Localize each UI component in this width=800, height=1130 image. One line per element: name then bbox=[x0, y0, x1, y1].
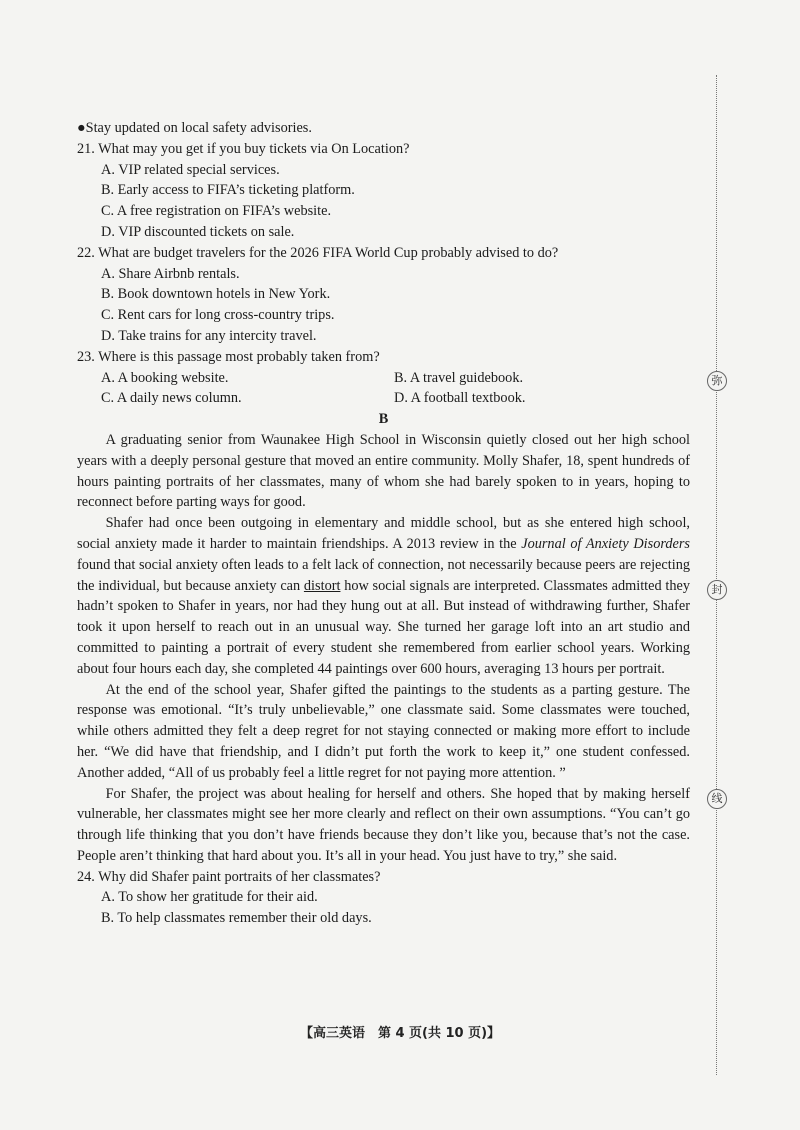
option-d: D. A football textbook. bbox=[394, 390, 526, 407]
question-24 bbox=[77, 867, 690, 929]
section-heading-b: B bbox=[378, 411, 389, 428]
passage-paragraph-1: A graduating senior from Waunakee High School in Wisconsin quietly closed out her high school years with a deeply personal gesture that moved an entire community. Molly Shafer, 18, spent hundreds of hours painting portraits of her classmates, many of whom she had barely spoken to in years, hoping to reconnect before parting ways for good. bbox=[77, 431, 690, 511]
passage-paragraph-2 bbox=[77, 513, 690, 679]
binding-mark-mi: 弥 bbox=[707, 371, 727, 391]
option-a: A. Share Airbnb rentals. bbox=[101, 265, 240, 282]
page-content bbox=[77, 118, 690, 929]
question-21 bbox=[77, 139, 690, 243]
passage-paragraph-3: At the end of the school year, Shafer gifted the paintings to the students as a parting gesture. The response was emotional. “It’s truly unbelievable,” one classmate said. Some classmates were touched, while others admitted they felt a deep regret for not staying connected or making more effort to include her. “We did have that friendship, and I didn’t put forth the work to keep it,” one student confessed. Another added, “All of us probably feel a little regret for not paying more attention. ” bbox=[77, 681, 690, 781]
underlined-word: distort bbox=[303, 577, 341, 594]
option-b: B. Book downtown hotels in New York. bbox=[101, 286, 331, 303]
journal-title: Journal of Anxiety Disorders bbox=[521, 535, 690, 552]
option-b: B. A travel guidebook. bbox=[394, 369, 524, 386]
option-c: C. A daily news column. bbox=[101, 390, 242, 407]
question-23 bbox=[77, 347, 690, 409]
options-row bbox=[77, 388, 690, 409]
page-footer: 【高三英语 第 4 页(共 10 页)】 bbox=[299, 1026, 501, 1041]
paragraph-text: how social signals are interpreted. Classmates admitted they hadn’t spoken to Shafer in years, nor had they hung out at all. But instead of withdrawing further, Shafer took it upon herself to reach out in an unusual way. She turned her garage loft into an art studio and committed to painting a portrait of every student she remembered from earlier school years. Working about four hours each day, she completed 44 paintings over 600 hours, averaging 13 hours per portrait. bbox=[77, 577, 690, 677]
option-a: A. To show her gratitude for their aid. bbox=[101, 889, 318, 906]
paragraph-text: found that social anxiety often leads to a felt lack of connection, not necessarily because peers are rejecting the individual, but because anxiety can bbox=[77, 556, 690, 594]
binding-mark-xian: 线 bbox=[707, 789, 727, 809]
paragraph-text: Shafer had once been outgoing in elementary and middle school, but as she entered high school, social anxiety made it harder to maintain friendships. A 2013 review in the bbox=[77, 515, 690, 552]
options-row bbox=[77, 368, 690, 389]
question-22 bbox=[77, 243, 690, 347]
binding-mark-feng: 封 bbox=[707, 580, 727, 600]
option-b: B. To help classmates remember their old days. bbox=[101, 910, 372, 927]
option-d: D. VIP discounted tickets on sale. bbox=[101, 223, 295, 240]
option-a: A. A booking website. bbox=[101, 369, 229, 386]
question-stem: 22. What are budget travelers for the 2026 FIFA World Cup probably advised to do? bbox=[77, 244, 559, 261]
passage-paragraph-4: For Shafer, the project was about healing for herself and others. She hoped that by making herself vulnerable, her classmates might see her more clearly and reflect on their own assumptions. “You can’t go through life thinking that you don’t have friends because they don’t like you, because that’s not the case. People aren’t thinking that hard about you. It’s all in your head. You just have to try,” she said. bbox=[77, 785, 690, 864]
option-d: D. Take trains for any intercity travel. bbox=[101, 327, 317, 344]
option-b: B. Early access to FIFA’s ticketing platform. bbox=[101, 182, 355, 199]
bullet-item: ●Stay updated on local safety advisories. bbox=[77, 120, 312, 136]
option-c: C. Rent cars for long cross-country trips. bbox=[101, 307, 335, 324]
question-stem: 23. Where is this passage most probably taken from? bbox=[77, 348, 380, 365]
question-stem: 24. Why did Shafer paint portraits of her classmates? bbox=[77, 868, 381, 885]
question-stem: 21. What may you get if you buy tickets via On Location? bbox=[77, 140, 410, 157]
option-c: C. A free registration on FIFA’s website. bbox=[101, 203, 332, 220]
binding-dotted-line bbox=[716, 75, 717, 1075]
option-a: A. VIP related special services. bbox=[101, 161, 280, 178]
